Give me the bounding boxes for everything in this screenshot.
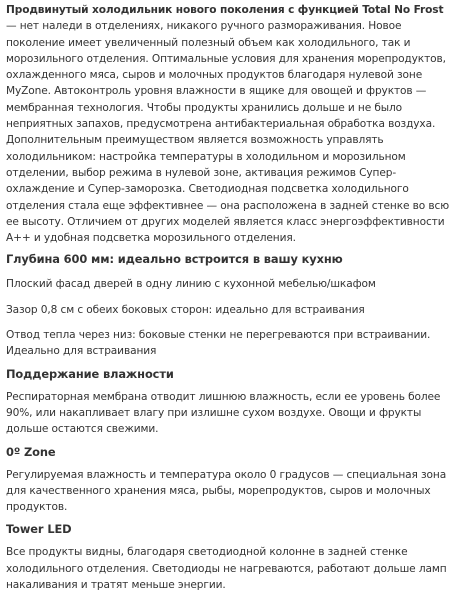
depth-text-3: Отвод тепла через низ: боковые стенки не перегреваются при встраивании. Идеально для встраивания (6, 329, 431, 358)
tower-led-heading: Tower LED (6, 522, 72, 537)
humidity-heading: Поддержание влажности (6, 366, 174, 381)
zero-zone-heading: 0º Zone (6, 444, 56, 459)
depth-text-1: Плоский фасад дверей в одну линию с кухонной мебелью/шкафом (6, 278, 376, 291)
tower-led-text: Все продукты видны, благодаря светодиодной колонне в задней стенке холодильного отделения. Светодиоды не нагреваются, работают дольше ламп накаливания и тратят меньше энергии. (6, 546, 447, 592)
depth-text-2: Зазор 0,8 см с обеих боковых сторон: идеально для встраивания (6, 303, 365, 316)
intro-text: — нет наледи в отделениях, никакого ручного размораживания. Новое поколение имеет увеличенный полезный объем как холодильного, так и морозильного отделения. Оптимальные условия для хранения морепродуктов, охлажденного мяса, сыров и молочных продуктов благодаря нулевой зоне MyZone. Автоконтроль уровня влажности в ящике для овощей и фруктов — мембранная технология. Чтобы продукты хранились дольше и не было неприятных запахов, предусмотрена антибактериальная обработка воздуха. Дополнительным преимуществом является возможность управлять холодильником: настройка температуры в холодильном и морозильном отделении, выбор режима в нулевой зоне, активация режимов Супер-охлаждение и Супер-заморозка. Светодиодная подсветка холодильного отделения стала еще эффективнее — она расположена в задней стенке во всю ее высоту. Отличием от других моделей является класс энергоэффективности A++ и удобная подсветка морозильного отделения. (6, 20, 450, 245)
depth-heading: Глубина 600 мм: идеально встроится в вашу кухню (6, 252, 343, 267)
intro-paragraph (6, 2, 452, 246)
intro-lead: Продвинутый холодильник нового поколения с функцией Total No Frost (6, 4, 444, 16)
zero-zone-text: Регулируемая влажность и температура около 0 градусов — специальная зона для качественного хранения мяса, рыбы, морепродуктов, сыров и молочных продуктов. (6, 468, 447, 514)
humidity-text: Респираторная мембрана отводит лишнюю влажность, если ее уровень более 90%, или накапливает влагу при излишне сухом воздухе. Овощи и фрукты дольше остаются свежими. (6, 390, 441, 436)
